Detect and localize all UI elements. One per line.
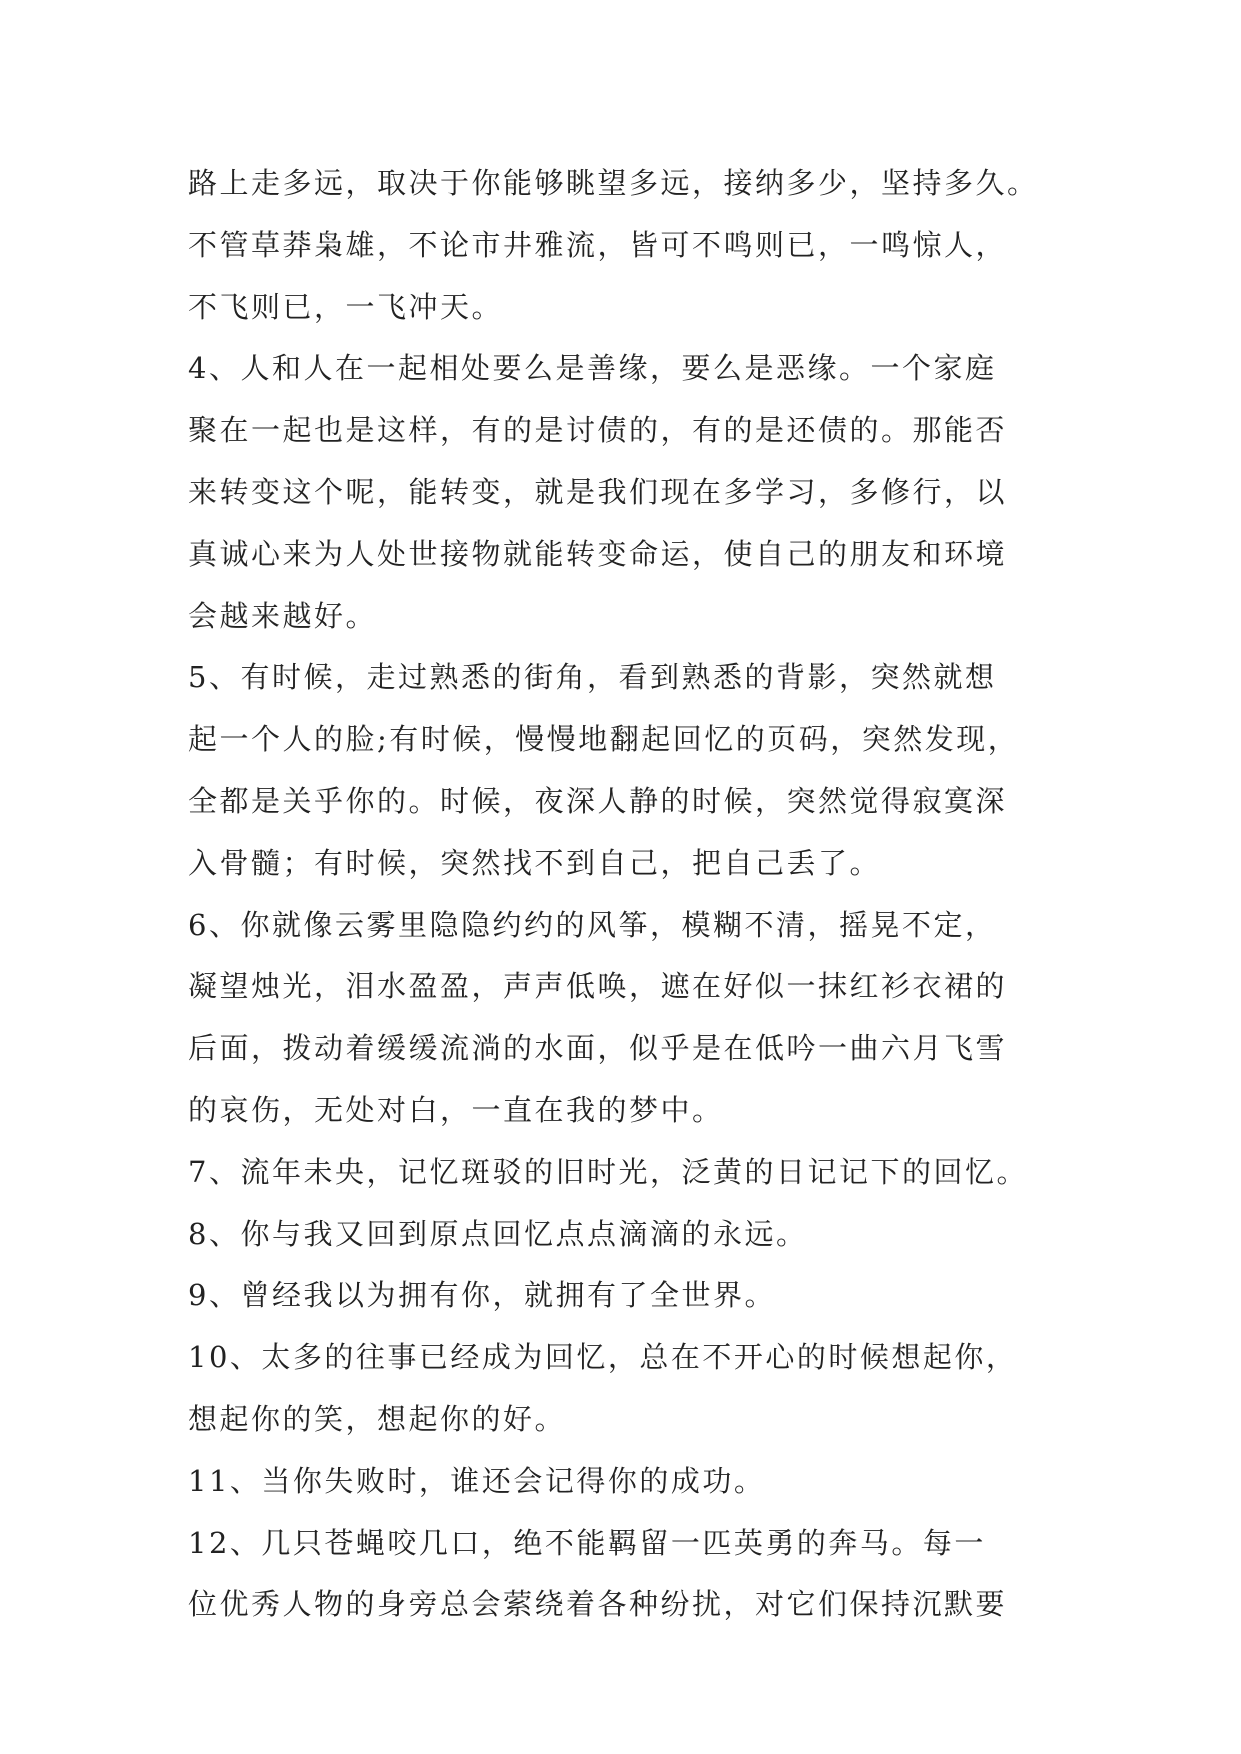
text-line: 6、你就像云雾里隐隐约约的风筝，模糊不清，摇晃不定， (188, 907, 997, 942)
text-line: 起一个人的脸;有时候，慢慢地翻起回忆的页码，突然发现， (188, 722, 1020, 757)
text-line: 后面，拨动着缓缓流淌的水面，似乎是在低吟一曲六月飞雪 (188, 1031, 1008, 1066)
text-line: 4、人和人在一起相处要么是善缘，要么是恶缘。一个家庭 (188, 351, 997, 386)
text-line: 不飞则已，一飞冲天。 (188, 289, 504, 324)
text-line: 路上走多远，取决于你能够眺望多远，接纳多少，坚持多久。 (188, 166, 1039, 200)
text-line: 真诚心来为人处世接物就能转变命运，使自己的朋友和环境 (188, 536, 1008, 571)
text-line: 来转变这个呢，能转变，就是我们现在多学习，多修行，以 (188, 474, 1008, 509)
text-line: 5、有时候，走过熟悉的街角，看到熟悉的背影，突然就想 (188, 660, 997, 695)
text-line: 不管草莽枭雄，不论市井雅流，皆可不鸣则已，一鸣惊人， (188, 227, 1008, 262)
document-body (188, 153, 1068, 1636)
text-line: 位优秀人物的身旁总会萦绕着各种纷扰，对它们保持沉默要 (188, 1587, 1008, 1622)
text-line: 7、流年未央，记忆斑驳的旧时光，泛黄的日记记下的回忆。 (188, 1154, 1028, 1189)
text-line: 12、几只苍蝇咬几口，绝不能羁留一匹英勇的奔马。每一 (188, 1525, 986, 1560)
text-line: 的哀伤，无处对白，一直在我的梦中。 (188, 1092, 724, 1127)
text-line: 11、当你失败时，谁还会记得你的成功。 (188, 1463, 766, 1498)
text-line: 入骨髓；有时候，突然找不到自己，把自己丢了。 (188, 845, 882, 880)
text-line: 全都是关乎你的。时候，夜深人静的时候，突然觉得寂寞深 (188, 783, 1008, 818)
text-line: 10、太多的往事已经成为回忆，总在不开心的时候想起你， (188, 1340, 1018, 1375)
text-line: 聚在一起也是这样，有的是讨债的，有的是还债的。那能否 (188, 413, 1008, 448)
text-line: 想起你的笑，想起你的好。 (188, 1401, 567, 1436)
text-line: 凝望烛光，泪水盈盈，声声低唤，遮在好似一抹红衫衣裙的 (188, 969, 1008, 1004)
text-line: 会越来越好。 (188, 598, 378, 633)
text-line: 9、曾经我以为拥有你，就拥有了全世界。 (188, 1278, 776, 1313)
text-line: 8、你与我又回到原点回忆点点滴滴的永远。 (188, 1216, 808, 1251)
